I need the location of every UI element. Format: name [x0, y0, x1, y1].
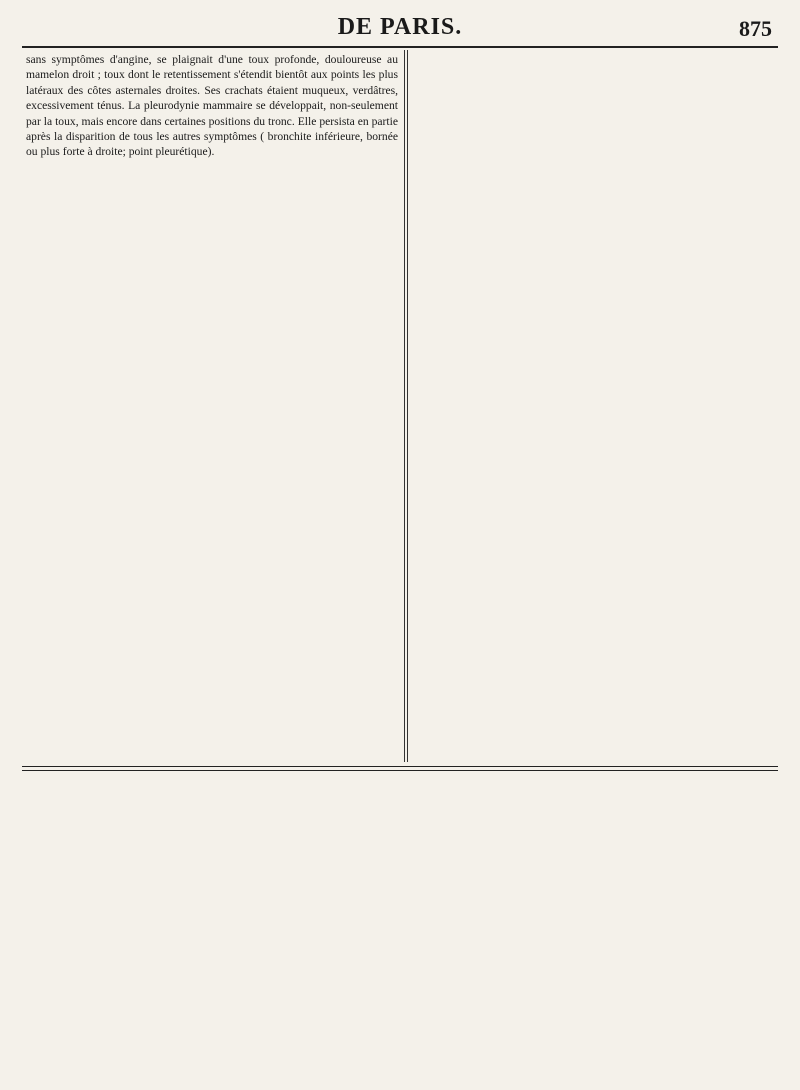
running-title: DE PARIS.: [337, 14, 463, 40]
left-column: [26, 52, 398, 165]
paragraph: sans symptômes d'angine, se plaignait d'une toux profonde, douloureuse au mamelon droit ; toux dont le retentissement s'étendit bientôt aux points les plus latéraux des côtes asternales droites. Ses crachats étaient muqueux, verdâtres, excessivement ténus. La pleurodynie mammaire se développait, non-seulement par la toux, mais encore dans certaines positions du tronc. Elle persista en partie après la disparition de tous les autres symptômes ( bronchite inférieure, bornée ou plus forte à droite; point pleurétique).: [26, 53, 398, 159]
column-separator: [404, 50, 408, 762]
header-rule: [22, 46, 778, 48]
page-header: [24, 14, 776, 48]
page-number: 875: [739, 16, 772, 41]
section-rule-second: [22, 770, 778, 771]
section-rule: [22, 766, 778, 767]
